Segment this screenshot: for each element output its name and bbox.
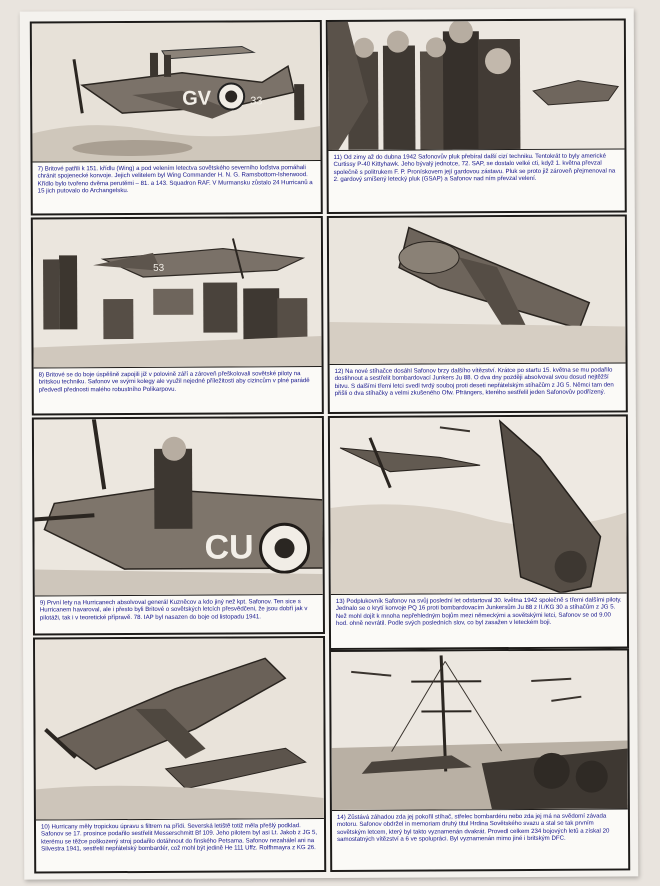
panel-11-caption [333, 152, 619, 208]
panel-13 [328, 414, 629, 650]
panel-7 [30, 20, 323, 216]
panel-14-illustration [331, 650, 628, 811]
panel-8-illustration [33, 218, 322, 369]
p9-fuselage-code: CU [204, 528, 254, 567]
panel-13-text: Podplukovník Safonov na svůj poslední let odstartoval 30. května 1942 společně s třemi dalšími piloty. Jednalo se o krytí konvoje PQ 16 proti bombardovacím Junkersům Ju 88 z II./KG 30 a stíhačům z JG 5. Než mohl dojít k mnoha nepřehledným bojům mezi německými a sovětskými letci, Safonov se od 9.00 hod. ohně nevrátil. Podle svých posledních slov, co byl zasažen v leteckém boji. [335, 596, 622, 627]
panel-8 [31, 216, 324, 416]
panel-10-illustration [35, 638, 324, 821]
panel-14-caption [337, 812, 623, 866]
panel-7-caption [38, 164, 316, 210]
panel-13-number: 13) [335, 597, 345, 605]
p7-fuselage-code: GV [182, 87, 212, 110]
panel-14-text: Zůstává záhadou zda jej pokořil stíhač, střelec bombardéru nebo zda jej má na svědomí závada motoru. Safonov obdržel in memoriam druhý titul Hrdina Sovětského svazu a stal se tak prvním sovětským letcem, který byl takto vyznamenán dvakrát. Provedl celkem 234 bojových letů a získal 20 samostatných vítězství a 6 ve spolupráci. Byl vyznamenán mimo jiné i britským DFC. [336, 812, 610, 843]
panel-13-illustration [330, 416, 627, 595]
panel-9-text: První lety na Hurricanech absolvoval generál Kuzněcov a kdo jiný než kpt. Safonov. Ten sice s Hurricanem havaroval, ale i přesto byli Britové o sovětských letcích přesvědčeni, že jsou dobří jak v pilotáži, tak i v teoretické přípravě. 78. IAP byl nasazen do boje od listopadu 1941. [39, 598, 308, 622]
panel-10-number: 10) [40, 823, 50, 831]
panel-9-caption [40, 598, 318, 630]
panel-9-illustration [34, 418, 323, 597]
panel-7-text: Britové patřili k 151. křídlu (Wing) a pod velením letectva sovětského severního loďstva pomáhali chránit spojenecké konvoje. Jejich velitelem byl Wing Commander H. N. G. Ramsbottom-Isherwood. Křídlo bylo tvořeno dvěma perutěmi – 81. a 143. Squadron RAF. V Murmansku zůstalo 24 Hurricanů a 15 jich putovalo do Archangelsku. [37, 164, 313, 195]
panel-9-number: 9) [39, 599, 46, 607]
panel-8-number: 8) [38, 371, 45, 379]
panel-12-text: Na nové stíhačce dosáhl Safonov brzy dalšího vítězství. Krátce po startu 15. května se mu podařilo dostihnout a sestřelit bombardovací Junkers Ju 88. O dva dny později absolvoval svou dosud nejtěžší bitvu. S dalšími třemi letci svedl tvrdý souboj proti deseti nepřátelským stíhačům z JG 5. Němci tam den přišli o dva stíhačky a velmi zkušeného Ofw. Pfrängers, kterého sestřelil jeden Safonovův podřízený. [334, 366, 614, 397]
panel-12-number: 12) [334, 367, 344, 375]
panel-12-caption [335, 366, 621, 408]
panel-8-caption [39, 370, 317, 410]
panel-13-caption [336, 596, 622, 644]
panel-7-illustration [32, 22, 321, 163]
p7-tail-code: 33 [250, 95, 263, 108]
panel-10-text: Hurricany měly tropickou úpravu s filtrem na přídi. Severská letiště totiž měla přešlý podklad. Safonov se 17. prosince podařilo sestřelit Messerschmitt Bf 109. Jeho pilotem byl asi Lt. Jakob z JG 5, kterému se těžce poškozený stroj podařilo dotáhnout do finského Petsama. Safonov nezahálel ani na Silvestra 1941, sestřelil nepřátelský bombardér, což mohl být jedině He 111 Uffz. Rolfhmayra z KG 26. [41, 822, 318, 853]
comic-sheet [20, 8, 639, 879]
panel-11-number: 11) [333, 153, 342, 161]
p8-fuselage-code: 53 [153, 262, 165, 274]
panel-14 [329, 648, 630, 872]
panel-9 [32, 416, 325, 636]
panel-10 [33, 636, 326, 874]
panel-11-text: Od zimy až do dubna 1942 Safonovův pluk přebíral další cizí techniku. Tentokrát to byly americké Curtissy P-40 Kittyhawk. Jeho bývalý jednotce, 72. SAP, se dostalo velké cti, když 1. května převzal společně s politrukem F. P. Pronískovem její gardovou zástavu. Pluk se proto již zároveň přejmenoval na 2. gardový smíšený letecký pluk (GSAP) a Safonov nad ním převzal velení. [333, 152, 616, 183]
panel-10-caption [41, 822, 319, 868]
panel-11-illustration [328, 20, 625, 151]
panel-12-illustration [329, 216, 626, 365]
panel-7-number: 7) [37, 165, 43, 173]
panel-8-text: Britové se do boje úspěšně zapojili již v polovině září a zároveň přeškolovali sovětské piloty na britskou techniku. Safonov ve svými kolegy ale využil nejedné příležitosti aby cizincům v plné parádě předvedl přednosti malého robustního Polikarpovu. [38, 370, 310, 394]
panel-14-number: 14) [336, 813, 346, 821]
panel-12 [327, 214, 628, 414]
panel-11 [326, 18, 627, 214]
